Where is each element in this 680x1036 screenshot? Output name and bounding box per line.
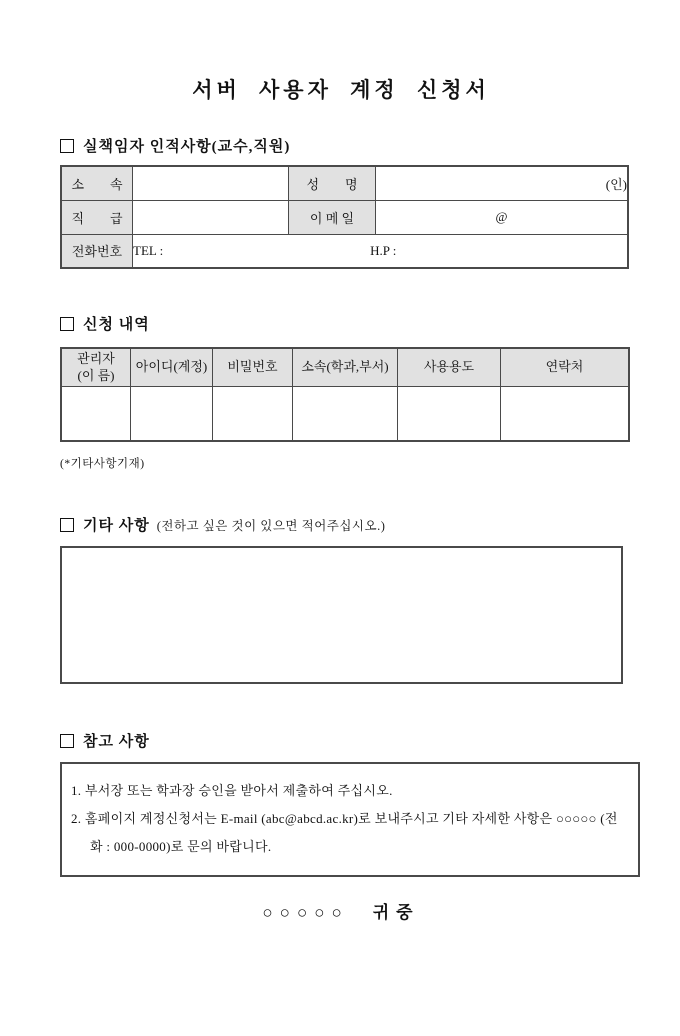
email-label-cell: 이 메 일 [289, 200, 376, 234]
section-heading-reference [60, 730, 622, 751]
email-at-sign: @ [495, 209, 508, 224]
table-row [61, 386, 629, 441]
hp-label: H.P : [370, 242, 397, 258]
col-manager-line2: (이 름) [77, 368, 115, 384]
position-value-cell [133, 200, 289, 234]
form-page [0, 74, 680, 1036]
phone-label-cell: 전화번호 [61, 234, 133, 268]
reference-item: 1. 부서장 또는 학과장 승인을 받아서 제출하여 주십시오. [71, 783, 393, 798]
table-row [61, 200, 628, 234]
section-heading-reference-label: 참고 사항 [83, 734, 150, 750]
tel-label: TEL : [133, 242, 164, 258]
position-label-cell: 직 급 [61, 200, 133, 234]
col-affiliation: 소속(학과,부서) [293, 348, 398, 386]
checkbox-icon [60, 139, 74, 153]
section-heading-request [60, 313, 622, 334]
password-value-cell [213, 386, 293, 441]
request-details-table [60, 347, 630, 442]
email-value-cell [376, 200, 629, 234]
affiliation-label-cell: 소 속 [61, 166, 133, 200]
affiliation-value-cell [133, 166, 289, 200]
manager-value-cell [61, 386, 131, 441]
etc-notes-box [60, 546, 623, 684]
addressee-line: ○○○○○ 귀중 [262, 903, 420, 922]
name-label-cell: 성 명 [289, 166, 376, 200]
affiliation-value-cell [293, 386, 398, 441]
seal-placeholder: (인) [605, 176, 627, 192]
table-row [61, 166, 628, 200]
section-heading-etc-label: 기타 사항 [83, 518, 150, 534]
phone-value-cell [133, 234, 629, 268]
table-header-row [61, 348, 629, 386]
reference-notes-box [60, 762, 640, 877]
personal-info-table [60, 165, 629, 269]
reference-item: 2. 홈페이지 계정신청서는 E-mail (abc@abcd.ac.kr)로 보내주시고 기타 자세한 사항은 ○○○○○ (전화 : 000-0000)로 문의 바랍니다. [71, 811, 618, 854]
page-title: 서버 사용자 계정 신청서 [192, 78, 490, 102]
usage-value-cell [398, 386, 501, 441]
checkbox-icon [60, 518, 74, 532]
col-manager [61, 348, 131, 386]
col-contact: 연락처 [501, 348, 630, 386]
table-row [61, 234, 628, 268]
etc-fill-note: (*기타사항기재) [60, 458, 145, 470]
name-value-cell [376, 166, 629, 200]
section-heading-personal [60, 135, 622, 156]
checkbox-icon [60, 734, 74, 748]
section-heading-personal-label: 실책임자 인적사항(교수,직원) [83, 139, 291, 155]
contact-value-cell [501, 386, 630, 441]
section-heading-etc [60, 514, 622, 535]
id-value-cell [131, 386, 213, 441]
col-password: 비밀번호 [213, 348, 293, 386]
checkbox-icon [60, 317, 74, 331]
col-usage: 사용용도 [398, 348, 501, 386]
section-heading-request-label: 신청 내역 [83, 317, 150, 333]
etc-heading-hint: (전하고 싶은 것이 있으면 적어주십시오.) [156, 518, 386, 533]
col-id: 아이디(계정) [131, 348, 213, 386]
col-manager-line1: 관리자 [77, 350, 115, 366]
